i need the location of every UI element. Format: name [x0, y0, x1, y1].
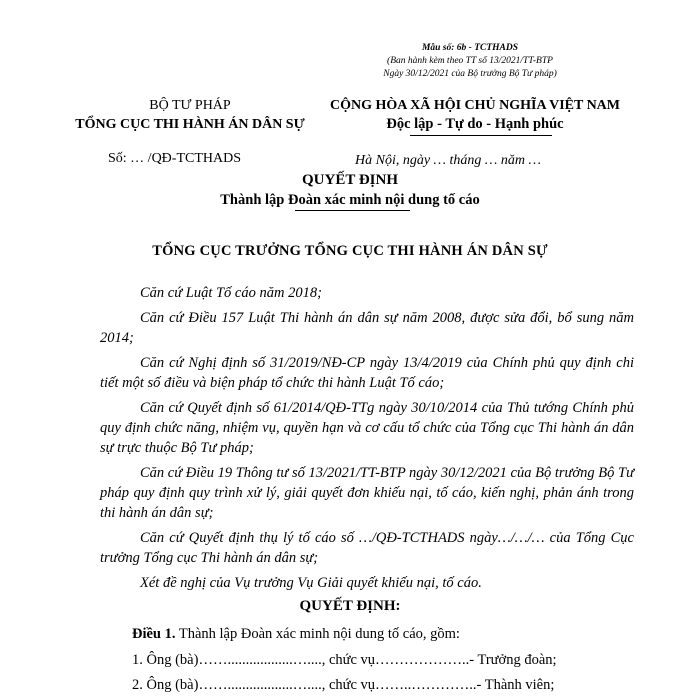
motto-underline [410, 135, 552, 136]
ministry-name: BỘ TƯ PHÁP [149, 98, 231, 113]
article-1-text: Thành lập Đoàn xác minh nội dung tố cáo, gồm: [175, 626, 460, 642]
legal-basis-2: Căn cứ Điều 157 Luật Thi hành án dân sự năm 2008, được sửa đổi, bổ sung năm 2014; [100, 310, 634, 346]
form-note-line-1: (Ban hành kèm theo TT số 13/2021/TT-BTP [387, 56, 553, 66]
legal-basis-3: Căn cứ Nghị định số 31/2019/NĐ-CP ngày 13/4/2019 của Chính phủ quy định chi tiết một số điều và biện pháp tổ chức thi hành Luật Tố cáo; [100, 355, 634, 391]
legal-basis-6: Căn cứ Quyết định thụ lý tố cáo số …/QĐ-TCTHADS ngày…/…/… của Tổng Cục trưởng Tổng cục Thi hành án dân sự; [100, 530, 634, 566]
decision-heading: QUYẾT ĐỊNH: [299, 598, 401, 614]
member-line-1: 1. Ông (bà)……..................…...., chức vụ………………..- Trưởng đoàn; [132, 652, 557, 668]
department-name: TỔNG CỤC THI HÀNH ÁN DÂN SỰ [75, 117, 305, 132]
legal-basis-1: Căn cứ Luật Tố cáo năm 2018; [140, 285, 322, 301]
form-note-line-2: Ngày 30/12/2021 của Bộ trưởng Bộ Tư pháp) [383, 69, 557, 79]
issuing-agency-header [60, 96, 320, 134]
form-code: Mẫu số: 6b - TCTHADS [421, 43, 519, 53]
issuer-title: TỔNG CỤC TRƯỞNG TỔNG CỤC THI HÀNH ÁN DÂN SỰ [152, 243, 548, 259]
document-subtitle: Thành lập Đoàn xác minh nội dung tố cáo [220, 192, 480, 208]
national-motto: Độc lập - Tự do - Hạnh phúc [386, 116, 564, 132]
place-and-date: Hà Nội, ngày … tháng … năm … [355, 153, 541, 168]
legal-bases [100, 283, 634, 598]
legal-basis-7: Xét đề nghị của Vụ trưởng Vụ Giải quyết khiếu nại, tố cáo. [140, 575, 482, 591]
article-1 [132, 626, 460, 643]
country-name: CỘNG HÒA XÃ HỘI CHỦ NGHĨA VIỆT NAM [329, 98, 620, 113]
document-number: Số: … /QĐ-TCTHADS [108, 151, 242, 166]
member-line-2: 2. Ông (bà)……..................…...., chức vụ……..…………..- Thành viên; [132, 677, 555, 693]
article-1-label: Điều 1. [132, 626, 176, 642]
subtitle-underline [295, 210, 410, 211]
document-title: QUYẾT ĐỊNH [302, 172, 398, 188]
legal-basis-4: Căn cứ Quyết định số 61/2014/QĐ-TTg ngày 30/10/2014 của Thủ tướng Chính phủ quy định chức năng, nhiệm vụ, quyền hạn và cơ cấu tổ chức của Tổng cục Thi hành án dân sự trực thuộc Bộ Tư pháp; [100, 400, 634, 456]
legal-basis-5: Căn cứ Điều 19 Thông tư số 13/2021/TT-BTP ngày 30/12/2021 của Bộ trưởng Bộ Tư pháp quy định quy trình xử lý, giải quyết đơn khiếu nại, tố cáo, kiến nghị, phản ánh trong thi hành án dân sự; [100, 465, 634, 521]
form-code-block [330, 42, 610, 81]
national-header [310, 96, 640, 134]
